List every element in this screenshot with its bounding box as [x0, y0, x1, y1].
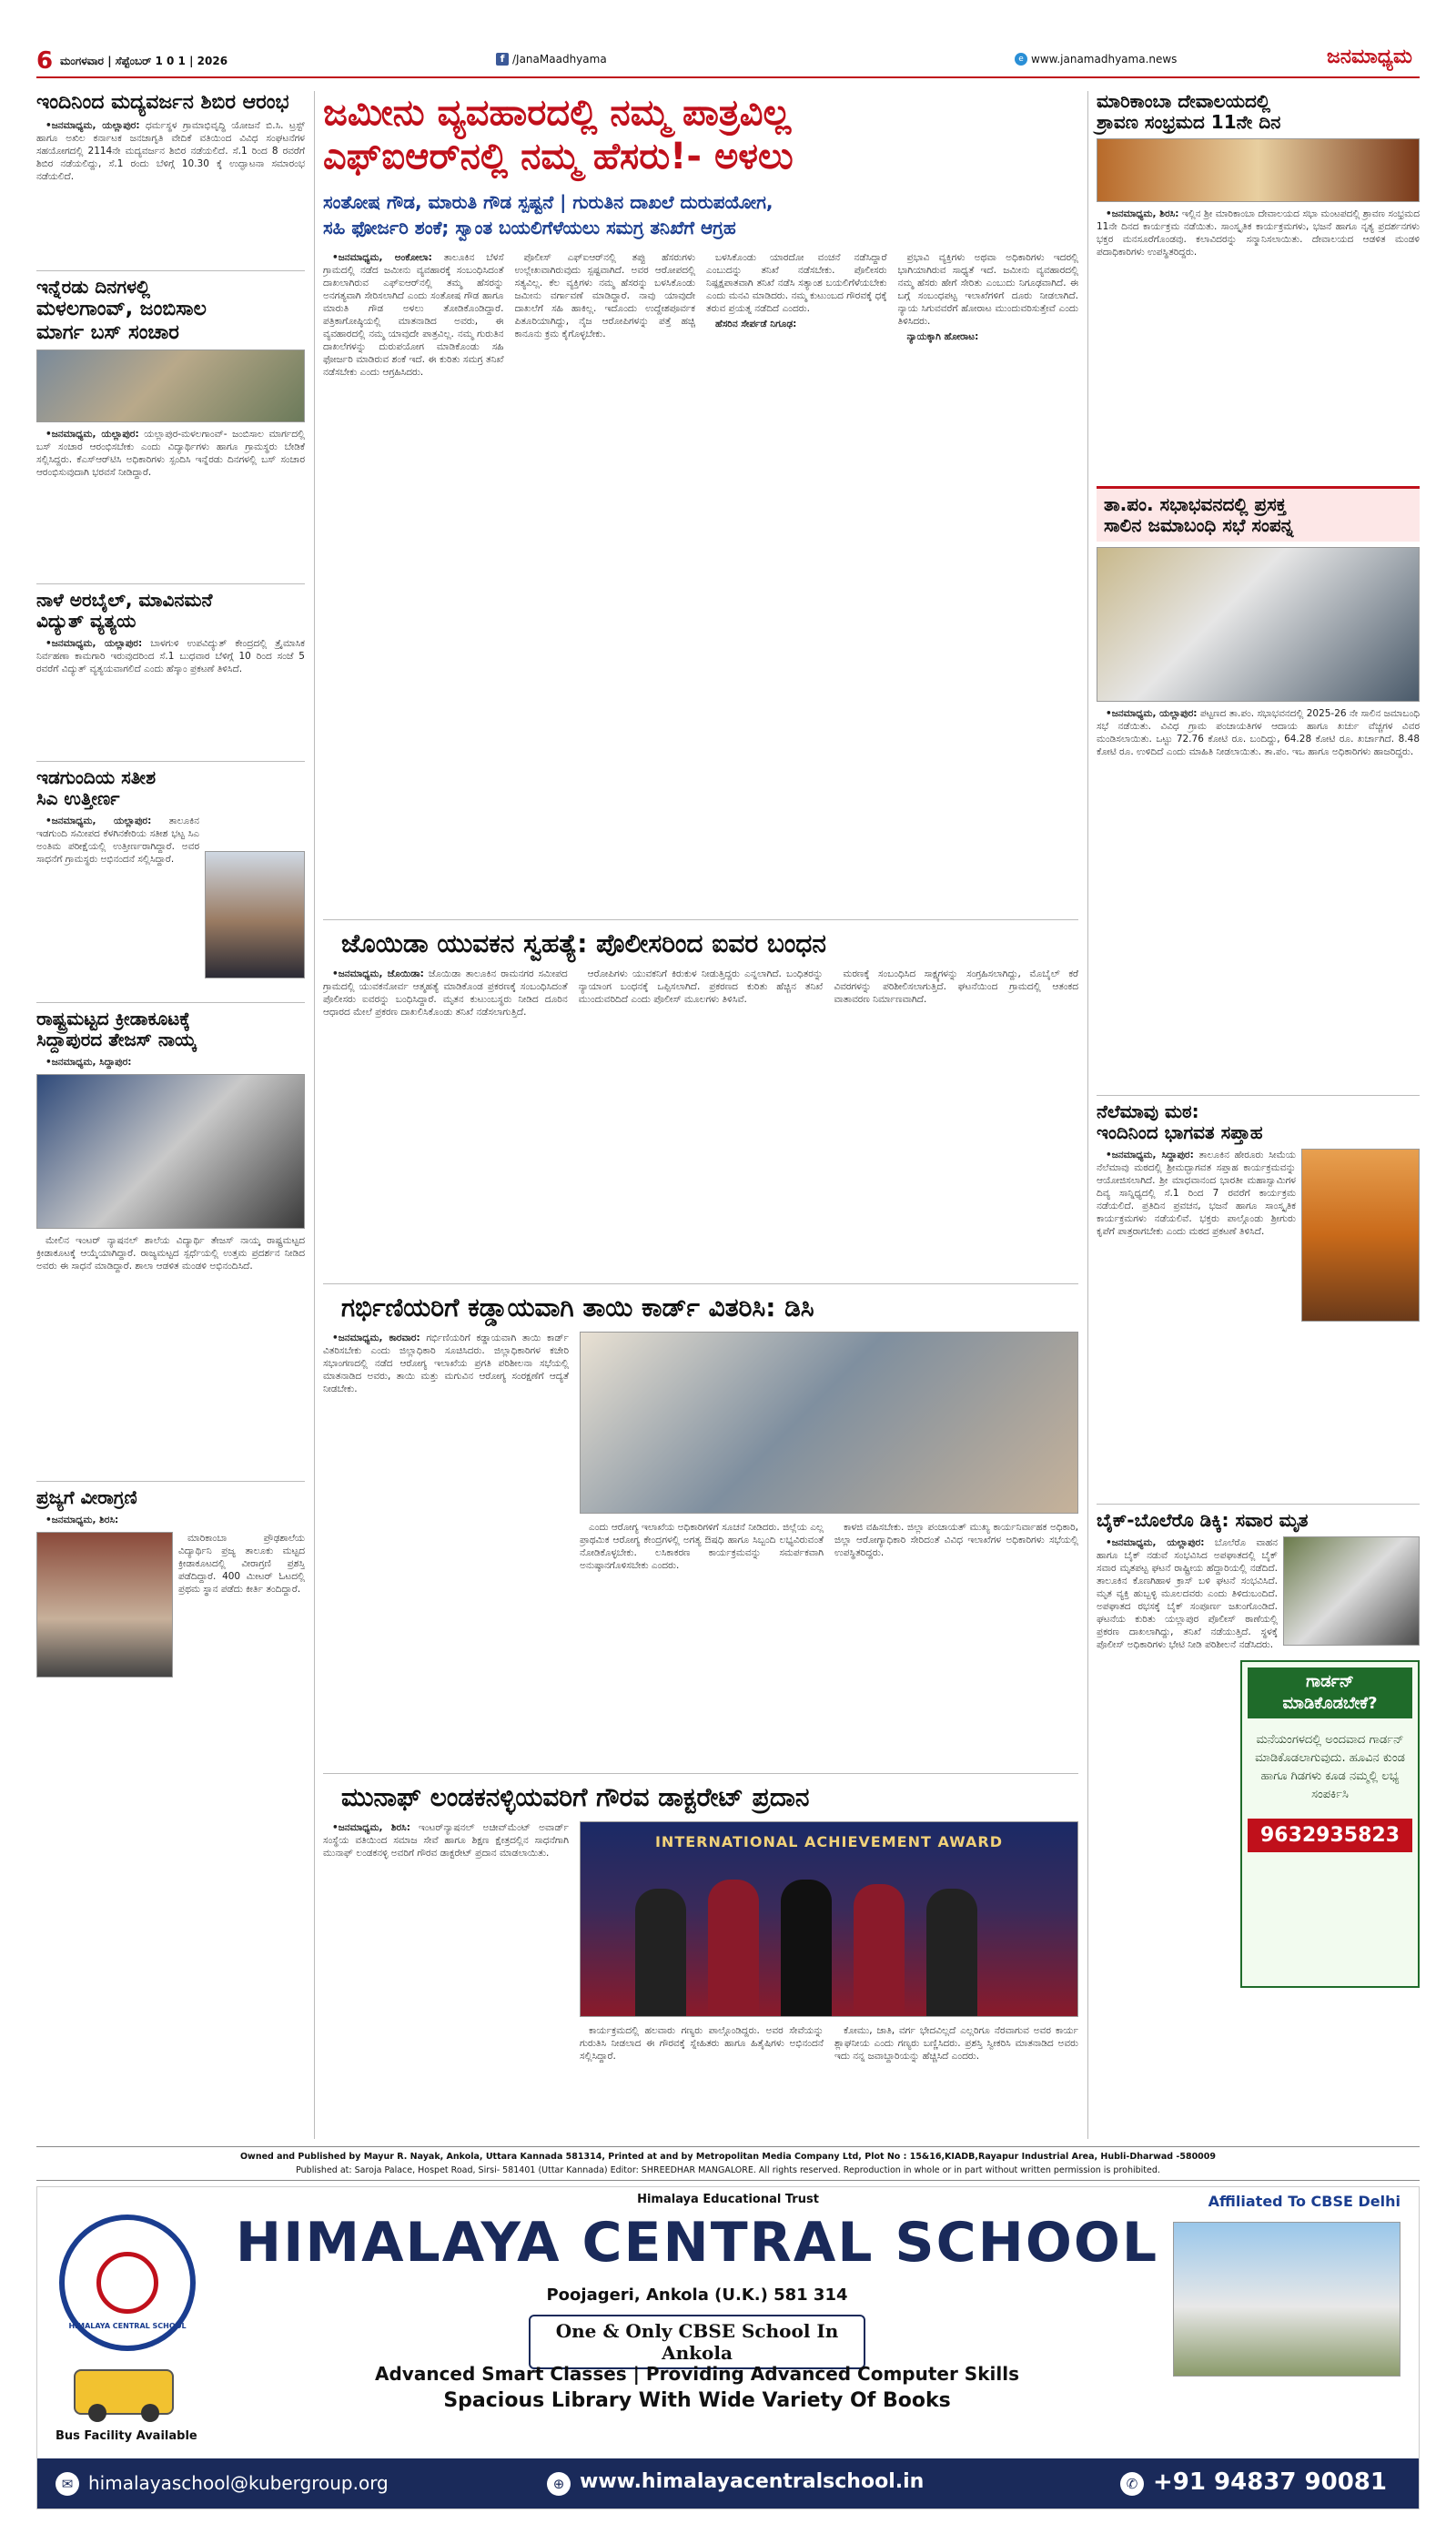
prajya-photo	[36, 1532, 173, 1677]
story-munaf	[323, 1773, 1078, 2137]
website-link[interactable]: www.janamadhyama.news	[1031, 53, 1178, 66]
school-features: Advanced Smart Classes | Providing Advanced Computer Skills Spacious Library With Wide Variety Of Books	[375, 2363, 1019, 2412]
athlete-photo	[36, 1074, 305, 1229]
lead-subhead: ಸಂತೋಷ ಗೌಡ, ಮಾರುತಿ ಗೌಡ ಸ್ಪಷ್ಟನೆ | ಗುರುತಿನ ದಾಖಲೆ ದುರುಪಯೋಗ, ಸಹಿ ಫೋರ್ಜರಿ ಶಂಕೆ; ಸ್ವಾಂತ ಬಯಲಿಗೆಳೆಯಲು ಸಮಗ್ರ ತನಿಖೆಗೆ ಆಗ್ರಹ	[323, 191, 774, 238]
story-joida-col-3: ಮರಣಕ್ಕೆ ಸಂಬಂಧಿಸಿದ ಸಾಕ್ಷ್ಯಗಳನ್ನು ಸಂಗ್ರಹಿಸಲಾಗಿದ್ದು, ಮೊಬೈಲ್ ಕರೆ ವಿವರಗಳನ್ನು ಪರಿಶೀಲಿಸಲಾಗುತ್ತಿದೆ. ಘಟನೆಯಿಂದ ಗ್ರಾಮದಲ್ಲಿ ಆತಂಕದ ವಾತಾವರಣ ನಿರ್ಮಾಣವಾಗಿದೆ.	[834, 968, 1079, 1006]
award-photo	[580, 1821, 1078, 2017]
school-tagline: One & Only CBSE School In Ankola	[529, 2315, 865, 2369]
school-name: HIMALAYA CENTRAL SCHOOL	[235, 2211, 1159, 2275]
story-munaf-col-1: •ಜನಮಾಧ್ಯಮ, ಶಿರಸಿ: ಇಂಟರ್‌ನ್ಯಾಷನಲ್ ಅಚೀವ್‌ಮೆಂಟ್ ಅವಾರ್ಡ್ ಸಂಸ್ಥೆಯ ವತಿಯಿಂದ ಸಮಾಜ ಸೇವೆ ಹಾಗೂ ಶಿಕ್ಷಣ ಕ್ಷೇತ್ರದಲ್ಲಿನ ಸಾಧನೆಗಾಗಿ ಮುನಾಫ್ ಲಂಡಕನಳ್ಳಿ ಅವರಿಗೆ ಗೌರವ ಡಾಕ್ಟರೇಟ್ ಪ್ರದಾನ ಮಾಡಲಾಯಿತು.	[323, 1822, 569, 1860]
swamiji-photo	[1301, 1149, 1420, 1322]
story-munaf-title: ಮುನಾಫ್ ಲಂಡಕನಳ್ಳಿಯವರಿಗೆ ಗೌರವ ಡಾಕ್ಟರೇಟ್ ಪ್ರದಾನ	[341, 1782, 810, 1812]
email-icon: ✉	[56, 2472, 79, 2496]
story-sports-dateline: •ಜನಮಾಧ್ಯಮ, ಸಿದ್ದಾಪುರ:	[46, 1056, 132, 1068]
lead-headline: ಜಮೀನು ವ್ಯವಹಾರದಲ್ಲಿ ನಮ್ಮ ಪಾತ್ರವಿಲ್ಲ ಎಫ್‌ಐಆರ್‌ನಲ್ಲಿ ನಮ್ಮ ಹೆಸರು!- ಅಳಲು	[323, 92, 794, 177]
school-bus-label: Bus Facility Available	[56, 2429, 197, 2443]
story-power-body: •ಜನಮಾಧ್ಯಮ, ಯಲ್ಲಾಪುರ: ಬಾಳಗುಳಿ ಉಪವಿದ್ಯುತ್ ಕೇಂದ್ರದಲ್ಲಿ ತ್ರೈಮಾಸಿಕ ನಿರ್ವಹಣಾ ಕಾಮಗಾರಿ ಇರುವುದರಿಂದ ಸೆ.1 ಬುಧವಾರ ಬೆಳಿಗ್ಗೆ 10 ರಿಂದ ಸಂಜೆ 5 ರವರೆಗೆ ವಿದ್ಯುತ್ ವ್ಯತ್ಯಯವಾಗಲಿದೆ ಎಂದು ಹೆಸ್ಕಾಂ ಪ್ರಕಟಣೆ ತಿಳಿಸಿದೆ.	[36, 637, 305, 674]
garden-ad-phone[interactable]: 9632935823	[1248, 1819, 1412, 1852]
lead-col-3: ಬಳಸಿಕೊಂಡು ಯಾರದೋ ವಂಚನೆ ನಡೆಸಿದ್ದಾರೆ ಎಂಬುದನ್ನು ತನಿಖೆ ನಡೆಸಬೇಕು. ಪೊಲೀಸರು ನಿಷ್ಪಕ್ಷಪಾತವಾಗಿ ತನಿಖೆ ನಡೆಸಿ ಸತ್ಯಾಂಶ ಬಯಲಿಗೆಳೆಯಬೇಕು ಎಂದು ಮನವಿ ಮಾಡಿದರು. ನಮ್ಮ ಕುಟುಂಬದ ಗೌರವಕ್ಕೆ ಧಕ್ಕೆ ತರುವ ಪ್ರಯತ್ನ ನಡೆದಿದೆ ಎಂದರು. ಹೆಸರಿನ ಸೇರ್ಪಡೆ ನಿಗೂಢ:	[706, 252, 887, 329]
story-sports-title: ರಾಷ್ಟ್ರಮಟ್ಟದ ಕ್ರೀಡಾಕೂಟಕ್ಕೆ ಸಿದ್ದಾಪುರದ ತೇಜಸ್ ನಾಯ್ಕ	[36, 1007, 197, 1050]
school-trust: Himalaya Educational Trust	[637, 2193, 819, 2206]
school-phone[interactable]: +91 94837 90081	[1153, 2468, 1387, 2496]
phone-icon: ✆	[1120, 2472, 1144, 2496]
portrait-photo	[205, 851, 305, 978]
story-sports-body: ಮೇಲಿನ ಇಂಟರ್ ನ್ಯಾಷನಲ್ ಶಾಲೆಯ ವಿದ್ಯಾರ್ಥಿ ತೇಜಸ್ ನಾಯ್ಕ ರಾಷ್ಟ್ರಮಟ್ಟದ ಕ್ರೀಡಾಕೂಟಕ್ಕೆ ಆಯ್ಕೆಯಾಗಿದ್ದಾರೆ. ರಾಜ್ಯಮಟ್ಟದ ಸ್ಪರ್ಧೆಯಲ್ಲಿ ಉತ್ತಮ ಪ್ರದರ್ಶನ ನೀಡಿದ ಅವರು ಈ ಸಾಧನೆ ಮಾಡಿದ್ದಾರೆ. ಶಾಲಾ ಆಡಳಿತ ಮಂಡಳಿ ಅಭಿನಂದಿಸಿದೆ.	[36, 1234, 305, 1272]
masthead-logo: ಜನಮಾಧ್ಯಮ	[1327, 46, 1412, 68]
globe-icon-school: ⊕	[547, 2472, 571, 2496]
facebook-icon: f	[496, 53, 509, 66]
right-column	[1097, 91, 1420, 2139]
story-jamabandhi-body: •ಜನಮಾಧ್ಯಮ, ಯಲ್ಲಾಪುರ: ಪಟ್ಟಣದ ತಾ.ಪಂ. ಸಭಾಭವನದಲ್ಲಿ 2025-26 ನೇ ಸಾಲಿನ ಜಮಾಬಂಧಿ ಸಭೆ ನಡೆಯಿತು. ವಿವಿಧ ಗ್ರಾಮ ಪಂಚಾಯತಿಗಳ ಆದಾಯ ಹಾಗೂ ಖರ್ಚು ವೆಚ್ಚಗಳ ವಿವರ ಮಂಡಿಸಲಾಯಿತು. ಒಟ್ಟು 72.76 ಕೋಟಿ ರೂ. ಬಂದಿದ್ದು, 64.28 ಕೋಟಿ ರೂ. ಖರ್ಚಾಗಿದೆ. 8.48 ಕೋಟಿ ರೂ. ಉಳಿದಿದೆ ಎಂದು ಮಾಹಿತಿ ನೀಡಲಾಯಿತು. ತಾ.ಪಂ. ಇಒ ಹಾಗೂ ಅಧಿಕಾರಿಗಳು ಹಾಜರಿದ್ದರು.	[1097, 708, 1420, 757]
globe-icon: e	[1015, 53, 1027, 66]
lead-col-2: ಪೊಲೀಸ್ ಎಫ್‌ಐಆರ್‌ನಲ್ಲಿ ತಪ್ಪು ಹೆಸರುಗಳು ಉಲ್ಲೇಖವಾಗಿರುವುದು ಸ್ಪಷ್ಟವಾಗಿದೆ. ಅವರ ಆರೋಪದಲ್ಲಿ ಸತ್ಯವಿಲ್ಲ. ಕೆಲ ವ್ಯಕ್ತಿಗಳು ನಮ್ಮ ಹೆಸರನ್ನು ಬಳಸಿಕೊಂಡು ಜಮೀನು ವರ್ಗಾವಣೆ ಮಾಡಿದ್ದಾರೆ. ನಾವು ಯಾವುದೇ ದಾಖಲೆಗೆ ಸಹಿ ಹಾಕಿಲ್ಲ. ಇದೊಂದು ಉದ್ದೇಶಪೂರ್ವಕ ಪಿತೂರಿಯಾಗಿದ್ದು, ನೈಜ ಆರೋಪಿಗಳನ್ನು ಪತ್ತೆ ಹಚ್ಚಿ ಕಾನೂನು ಕ್ರಮ ಕೈಗೊಳ್ಳಬೇಕು.	[514, 252, 695, 340]
story-joida-title: ಜೊಯಿಡಾ ಯುವಕನ ಸ್ವಹತ್ಯೆ: ಪೊಲೀಸರಿಂದ ಐವರ ಬಂಧನ	[341, 928, 826, 958]
story-deaddiction-body: •ಜನಮಾಧ್ಯಮ, ಯಲ್ಲಾಪುರ: ಧರ್ಮಸ್ಥಳ ಗ್ರಾಮಾಭಿವೃದ್ಧಿ ಯೋಜನೆ ಬಿ.ಸಿ. ಟ್ರಸ್ಟ್ ಹಾಗೂ ಅಖಿಲ ಕರ್ನಾಟಕ ಜನಜಾಗೃತಿ ವೇದಿಕೆ ವತಿಯಿಂದ ವಿವಿಧ ಸಂಘಟನೆಗಳ ಸಹಯೋಗದಲ್ಲಿ 2114ನೇ ಮದ್ಯವರ್ಜನ ಶಿಬಿರ ನಡೆಯಲಿದೆ. ಸೆ.1 ರಿಂದ 8 ರವರೆಗೆ ಶಿಬಿರ ನಡೆಯಲಿದ್ದು, ಸೆ.1 ರಂದು ಬೆಳಿಗ್ಗೆ 10.30 ಕ್ಕೆ ಉದ್ಘಾಟನಾ ಸಮಾರಂಭ ನಡೆಯಲಿದೆ.	[36, 120, 305, 183]
story-tayi-col-2: ಎಂದು ಆರೋಗ್ಯ ಇಲಾಖೆಯ ಅಧಿಕಾರಿಗಳಿಗೆ ಸೂಚನೆ ನೀಡಿದರು. ಜಿಲ್ಲೆಯ ಎಲ್ಲ ಪ್ರಾಥಮಿಕ ಆರೋಗ್ಯ ಕೇಂದ್ರಗಳಲ್ಲಿ ಅಗತ್ಯ ಔಷಧಿ ಹಾಗೂ ಸಿಬ್ಬಂದಿ ಲಭ್ಯವಿರುವಂತೆ ನೋಡಿಕೊಳ್ಳಬೇಕು. ಲಸಿಕಾಕರಣ ಕಾರ್ಯಕ್ರಮವನ್ನು ಸಮರ್ಪಕವಾಗಿ ಅನುಷ್ಠಾನಗೊಳಿಸಬೇಕು ಎಂದರು.	[580, 1522, 824, 1572]
story-jamabandhi-header: ತಾ.ಪಂ. ಸಭಾಭವನದಲ್ಲಿ ಪ್ರಸಕ್ತ ಸಾಲಿನ ಜಮಾಬಂಧಿ ಸಭೆ ಸಂಪನ್ನ	[1097, 486, 1420, 542]
story-tayi-col-3: ಕಾಳಜಿ ವಹಿಸಬೇಕು. ಜಿಲ್ಲಾ ಪಂಚಾಯತ್ ಮುಖ್ಯ ಕಾರ್ಯನಿರ್ವಾಹಕ ಅಧಿಕಾರಿ, ಜಿಲ್ಲಾ ಆರೋಗ್ಯಾಧಿಕಾರಿ ಸೇರಿದಂತೆ ವಿವಿಧ ಇಲಾಖೆಗಳ ಅಧಿಕಾರಿಗಳು ಸಭೆಯಲ್ಲಿ ಉಪಸ್ಥಿತರಿದ್ದರು.	[834, 1522, 1078, 1559]
story-tayi-title: ಗರ್ಭಿಣಿಯರಿಗೆ ಕಡ್ಡಾಯವಾಗಿ ತಾಯಿ ಕಾರ್ಡ್ ವಿತರಿಸಿ: ಡಿಸಿ	[341, 1292, 814, 1323]
story-ca-body: •ಜನಮಾಧ್ಯಮ, ಯಲ್ಲಾಪುರ: ತಾಲೂಕಿನ ಇಡಗುಂದಿ ಸಮೀಪದ ಕೆಳಗಿನಕೇರಿಯ ಸತೀಶ ಭಟ್ಟ ಸಿಎ ಅಂತಿಮ ಪರೀಕ್ಷೆಯಲ್ಲಿ ಉತ್ತೀರ್ಣರಾಗಿದ್ದಾರೆ. ಅವರ ಸಾಧನೆಗೆ ಗ್ರಾಮಸ್ಥರು ಅಭಿನಂದನೆ ಸಲ್ಲಿಸಿದ್ದಾರೆ.	[36, 815, 199, 865]
date-line: ಮಂಗಳವಾರ | ಸೆಪ್ಟೆಂಬರ್ 1 0 1 | 2026	[60, 55, 228, 67]
award-banner-text: INTERNATIONAL ACHIEVEMENT AWARD	[654, 1833, 1004, 1851]
story-joida-col-1: •ಜನಮಾಧ್ಯಮ, ಜೊಯಿಡಾ: ಜೊಯಿಡಾ ತಾಲೂಕಿನ ರಾಮನಗರ ಸಮೀಪದ ಗ್ರಾಮದಲ್ಲಿ ಯುವಕನೋರ್ವ ಆತ್ಮಹತ್ಯೆ ಮಾಡಿಕೊಂಡ ಪ್ರಕರಣಕ್ಕೆ ಸಂಬಂಧಿಸಿದಂತೆ ಪೊಲೀಸರು ಐವರನ್ನು ಬಂಧಿಸಿದ್ದಾರೆ. ಮೃತನ ಕುಟುಂಬಸ್ಥರು ನೀಡಿದ ದೂರಿನ ಆಧಾರದ ಮೇಲೆ ಪ್ರಕರಣ ದಾಖಲಿಸಿಕೊಂಡು ತನಿಖೆ ನಡೆಸಲಾಗುತ್ತಿದೆ.	[323, 968, 568, 1019]
school-logo: HIMALAYA CENTRAL SCHOOL	[59, 2215, 196, 2351]
school-email[interactable]: himalayaschool@kubergroup.org	[88, 2472, 389, 2494]
story-marikamba-body: •ಜನಮಾಧ್ಯಮ, ಶಿರಸಿ: ಇಲ್ಲಿನ ಶ್ರೀ ಮಾರಿಕಾಂಬಾ ದೇವಾಲಯದ ಸಭಾ ಮಂಟಪದಲ್ಲಿ ಶ್ರಾವಣ ಸಂಭ್ರಮದ 11ನೇ ದಿನದ ಕಾರ್ಯಕ್ರಮ ನಡೆಯಿತು. ಸಾಂಸ್ಕೃತಿಕ ಕಾರ್ಯಕ್ರಮಗಳು, ಭಜನೆ ಹಾಗೂ ನೃತ್ಯ ಪ್ರದರ್ಶನಗಳು ಭಕ್ತರ ಮನಸೂರೆಗೊಂಡವು. ಕಲಾವಿದರನ್ನು ಸನ್ಮಾನಿಸಲಾಯಿತು. ದೇವಾಲಯದ ಆಡಳಿತ ಮಂಡಳಿ ಪದಾಧಿಕಾರಿಗಳು ಉಪಸ್ಥಿತರಿದ್ದರು.	[1097, 208, 1420, 258]
school-bus-icon	[74, 2369, 174, 2415]
jamabandhi-photo	[1097, 547, 1420, 702]
story-bus-body: •ಜನಮಾಧ್ಯಮ, ಯಲ್ಲಾಪುರ: ಯಲ್ಲಾಪುರ-ಮಳಲಗಾಂವ್- ಜಂಬಿಸಾಲ ಮಾರ್ಗದಲ್ಲಿ ಬಸ್ ಸಂಚಾರ ಆರಂಭಿಸಬೇಕು ಎಂದು ವಿದ್ಯಾರ್ಥಿಗಳು ಹಾಗೂ ಗ್ರಾಮಸ್ಥರು ಬೇಡಿಕೆ ಸಲ್ಲಿಸಿದ್ದರು. ಕೆಎಸ್‌ಆರ್‌ಟಿಸಿ ಅಧಿಕಾರಿಗಳು ಸ್ಪಂದಿಸಿ ಇನ್ನೆರಡು ದಿನಗಳಲ್ಲಿ ಬಸ್ ಸಂಚಾರ ಆರಂಭಿಸುವುದಾಗಿ ಭರವಸೆ ನೀಡಿದ್ದಾರೆ.	[36, 428, 305, 478]
page-header	[36, 44, 1420, 78]
story-accident-body-cont	[1097, 1660, 1233, 1997]
school-ad[interactable]	[36, 2186, 1420, 2509]
story-power-title: ನಾಳೆ ಅರಬೈಲ್, ಮಾವಿನಮನೆ ವಿದ್ಯುತ್ ವ್ಯತ್ಯಯ	[36, 588, 213, 632]
story-joida-col-2: ಆರೋಪಿಗಳು ಯುವಕನಿಗೆ ಕಿರುಕುಳ ನೀಡುತ್ತಿದ್ದರು ಎನ್ನಲಾಗಿದೆ. ಬಂಧಿತರನ್ನು ನ್ಯಾಯಾಂಗ ಬಂಧನಕ್ಕೆ ಒಪ್ಪಿಸಲಾಗಿದೆ. ಪ್ರಕರಣದ ಕುರಿತು ಹೆಚ್ಚಿನ ತನಿಖೆ ಮುಂದುವರಿದಿದೆ ಎಂದು ಪೊಲೀಸ್ ಮೂಲಗಳು ತಿಳಿಸಿವೆ.	[578, 968, 824, 1006]
left-column	[36, 91, 305, 2139]
lead-col-4: ಪ್ರಭಾವಿ ವ್ಯಕ್ತಿಗಳು ಅಥವಾ ಅಧಿಕಾರಿಗಳು ಇದರಲ್ಲಿ ಭಾಗಿಯಾಗಿರುವ ಸಾಧ್ಯತೆ ಇದೆ. ಜಮೀನು ವ್ಯವಹಾರದಲ್ಲಿ ನಮ್ಮ ಹೆಸರು ಹೇಗೆ ಸೇರಿತು ಎಂಬುದು ನಿಗೂಢವಾಗಿದೆ. ಈ ಬಗ್ಗೆ ಸಂಬಂಧಪಟ್ಟ ಇಲಾಖೆಗಳಿಗೆ ದೂರು ನೀಡಲಾಗಿದೆ. ನ್ಯಾಯ ಸಿಗುವವರೆಗೆ ಹೋರಾಟ ಮುಂದುವರಿಸುತ್ತೇವೆ ಎಂದು ತಿಳಿಸಿದರು. ನ್ಯಾಯಕ್ಕಾಗಿ ಹೋರಾಟ:	[897, 252, 1078, 342]
story-nelemavu-title: ನೆಲೆಮಾವು ಮಠ: ಇಂದಿನಿಂದ ಭಾಗವತ ಸಪ್ತಾಹ	[1097, 1100, 1263, 1143]
story-nelemavu-body-bottom	[1097, 1334, 1420, 1498]
story-accident-title: ಬೈಕ್-ಬೊಲೆರೊ ಡಿಕ್ಕಿ: ಸವಾರ ಮೃತ	[1097, 1509, 1309, 1531]
garden-ad-body: ಮನೆಯಂಗಳದಲ್ಲಿ ಅಂದವಾದ ಗಾರ್ಡನ್ ಮಾಡಿಕೊಡಲಾಗುವುದು. ಹೂವಿನ ಕುಂಡ ಹಾಗೂ ಗಿಡಗಳು ಕೂಡ ನಮ್ಮಲ್ಲಿ ಲಭ್ಯ ಸಂಪರ್ಕಿಸಿ	[1255, 1733, 1405, 1801]
story-marikamba-title: ಮಾರಿಕಾಂಬಾ ದೇವಾಲಯದಲ್ಲಿ ಶ್ರಾವಣ ಸಂಭ್ರಮದ 11ನೇ ದಿನ	[1097, 90, 1281, 133]
garden-ad-title: ಗಾರ್ಡನ್ ಮಾಡಿಕೊಡಬೇಕೆ?	[1248, 1667, 1412, 1718]
story-tayi-card	[323, 1283, 1078, 1766]
story-munaf-col-3: ಕೋಮು, ಜಾತಿ, ವರ್ಗ ಭೇದವಿಲ್ಲದೆ ಎಲ್ಲರಿಗೂ ನೆರವಾಗುವ ಅವರ ಕಾರ್ಯ ಶ್ಲಾಘನೀಯ ಎಂದು ಗಣ್ಯರು ಬಣ್ಣಿಸಿದರು. ಪ್ರಶಸ್ತಿ ಸ್ವೀಕರಿಸಿ ಮಾತನಾಡಿದ ಅವರು ಇದು ನನ್ನ ಜವಾಬ್ದಾರಿಯನ್ನು ಹೆಚ್ಚಿಸಿದೆ ಎಂದರು.	[834, 2025, 1078, 2063]
story-munaf-col-2: ಕಾರ್ಯಕ್ರಮದಲ್ಲಿ ಹಲವಾರು ಗಣ್ಯರು ಪಾಲ್ಗೊಂಡಿದ್ದರು. ಅವರ ಸೇವೆಯನ್ನು ಗುರುತಿಸಿ ನೀಡಲಾದ ಈ ಗೌರವಕ್ಕೆ ಸ್ನೇಹಿತರು ಹಾಗೂ ಹಿತೈಷಿಗಳು ಅಭಿನಂದನೆ ಸಲ್ಲಿಸಿದ್ದಾರೆ.	[580, 2025, 824, 2063]
story-prajya-body: ಮಾರಿಕಾಂಬಾ ಪ್ರೌಢಶಾಲೆಯ ವಿದ್ಯಾರ್ಥಿನಿ ಪ್ರಜ್ಯ ತಾಲೂಕು ಮಟ್ಟದ ಕ್ರೀಡಾಕೂಟದಲ್ಲಿ ವೀರಾಗ್ರಣಿ ಪ್ರಶಸ್ತಿ ಪಡೆದಿದ್ದಾರೆ. 400 ಮೀಟರ್ ಓಟದಲ್ಲಿ ಪ್ರಥಮ ಸ್ಥಾನ ಪಡೆದು ಕೀರ್ತಿ ತಂದಿದ್ದಾರೆ.	[178, 1532, 305, 1595]
meeting-photo	[580, 1332, 1078, 1514]
story-deaddiction-title: ಇಂದಿನಿಂದ ಮದ್ಯವರ್ಜನ ಶಿಬಿರ ಆರಂಭ	[36, 91, 289, 114]
story-prajya-dateline: •ಜನಮಾಧ್ಯಮ, ಶಿರಸಿ:	[46, 1514, 119, 1525]
story-accident-body: •ಜನಮಾಧ್ಯಮ, ಯಲ್ಲಾಪುರ: ಬೊಲೆರೊ ವಾಹನ ಹಾಗೂ ಬೈಕ್ ನಡುವೆ ಸಂಭವಿಸಿದ ಅಪಘಾತದಲ್ಲಿ ಬೈಕ್ ಸವಾರ ಮೃತಪಟ್ಟ ಘಟನೆ ರಾಷ್ಟ್ರೀಯ ಹೆದ್ದಾರಿಯಲ್ಲಿ ನಡೆದಿದೆ. ತಾಲೂಕಿನ ಕೊಣಗಿಹಾಳ ಕ್ರಾಸ್ ಬಳಿ ಘಟನೆ ಸಂಭವಿಸಿದೆ. ಮೃತ ವ್ಯಕ್ತಿ ಹುಬ್ಬಳ್ಳಿ ಮೂಲದವರು ಎಂದು ತಿಳಿದುಬಂದಿದೆ. ಅಪಘಾತದ ರಭಸಕ್ಕೆ ಬೈಕ್ ಸಂಪೂರ್ಣ ಜಖಂಗೊಂಡಿದೆ. ಘಟನೆಯ ಕುರಿತು ಯಲ್ಲಾಪುರ ಪೊಲೀಸ್ ಠಾಣೆಯಲ್ಲಿ ಪ್ರಕರಣ ದಾಖಲಾಗಿದ್ದು, ತನಿಖೆ ನಡೆಯುತ್ತಿದೆ. ಸ್ಥಳಕ್ಕೆ ಪೊಲೀಸ್ ಅಧಿಕಾರಿಗಳು ಭೇಟಿ ನೀಡಿ ಪರಿಶೀಲನೆ ನಡೆಸಿದರು.	[1097, 1537, 1278, 1650]
garden-ad[interactable]	[1240, 1660, 1420, 1988]
school-contact-bar	[37, 2458, 1419, 2509]
story-ca-title: ಇಡಗುಂದಿಯ ಸತೀಶ ಸಿಎ ಉತ್ತೀರ್ಣ	[36, 765, 157, 809]
accident-photo	[1283, 1536, 1420, 1646]
imprint: Owned and Published by Mayur R. Nayak, Ankola, Uttara Kannada 581314, Printed at and by Metropolitan Media Company Ltd, Plot No : 15&16,KIADB,Rayapur Industrial Area, Hubli-Dharwad -580009 Published at: Saroja Palace, Hospet Road, Sirsi- 581401 (Uttar Kannada) Editor: SHREEDHAR MANGALORE. All rights reserved. Reproduction in whole or in part without written permission is prohibited.	[36, 2146, 1420, 2181]
story-bus-title: ಇನ್ನೆರಡು ದಿನಗಳಲ್ಲಿ ಮಳಲಗಾಂವ್, ಜಂಬಿಸಾಲ ಮಾರ್ಗ ಬಸ್ ಸಂಚಾರ	[36, 276, 207, 344]
school-affiliation: Affiliated To CBSE Delhi	[1208, 2193, 1400, 2210]
story-tayi-col-1: •ಜನಮಾಧ್ಯಮ, ಕಾರವಾರ: ಗರ್ಭಿಣಿಯರಿಗೆ ಕಡ್ಡಾಯವಾಗಿ ತಾಯಿ ಕಾರ್ಡ್ ವಿತರಿಸಬೇಕು ಎಂದು ಜಿಲ್ಲಾಧಿಕಾರಿ ಸೂಚಿಸಿದರು. ಜಿಲ್ಲಾಧಿಕಾರಿಗಳ ಕಚೇರಿ ಸಭಾಂಗಣದಲ್ಲಿ ನಡೆದ ಆರೋಗ್ಯ ಇಲಾಖೆಯ ಪ್ರಗತಿ ಪರಿಶೀಲನಾ ಸಭೆಯಲ್ಲಿ ಮಾತನಾಡಿದ ಅವರು, ತಾಯಿ ಮತ್ತು ಮಗುವಿನ ಆರೋಗ್ಯ ಸಂರಕ್ಷಣೆಗೆ ಆದ್ಯತೆ ನೀಡಬೇಕು.	[323, 1333, 569, 1395]
page-number: 6	[36, 47, 54, 75]
story-joida	[323, 919, 1078, 1279]
lead-story	[323, 91, 1078, 910]
school-address: Poojageri, Ankola (U.K.) 581 314	[546, 2286, 848, 2305]
story-nelemavu-body-top: •ಜನಮಾಧ್ಯಮ, ಸಿದ್ದಾಪುರ: ತಾಲೂಕಿನ ಹೇರೂರು ಸೀಮೆಯ ನೆಲೆಮಾವು ಮಠದಲ್ಲಿ ಶ್ರೀಮದ್ಭಾಗವತ ಸಪ್ತಾಹ ಕಾರ್ಯಕ್ರಮವನ್ನು ಆಯೋಜಿಸಲಾಗಿದೆ. ಶ್ರೀ ಮಾಧವಾನಂದ ಭಾರತೀ ಮಹಾಸ್ವಾಮಿಗಳ ದಿವ್ಯ ಸಾನ್ನಿಧ್ಯದಲ್ಲಿ ಸೆ.1 ರಿಂದ 7 ರವರೆಗೆ ಕಾರ್ಯಕ್ರಮ ನಡೆಯಲಿದೆ. ಪ್ರತಿದಿನ ಪ್ರವಚನ, ಭಜನೆ ಹಾಗೂ ಸಾಂಸ್ಕೃತಿಕ ಕಾರ್ಯಕ್ರಮಗಳು ನಡೆಯಲಿವೆ. ಭಕ್ತರು ಪಾಲ್ಗೊಂಡು ಶ್ರೀಗುರು ಕೃಪೆಗೆ ಪಾತ್ರರಾಗಬೇಕು ಎಂದು ಮಠದ ಪ್ರಕಟಣೆ ತಿಳಿಸಿದೆ.	[1097, 1150, 1296, 1237]
lead-col-1: •ಜನಮಾಧ್ಯಮ, ಅಂಕೋಲಾ: ತಾಲೂಕಿನ ಬೆಳಸೆ ಗ್ರಾಮದಲ್ಲಿ ನಡೆದ ಜಮೀನು ವ್ಯವಹಾರಕ್ಕೆ ಸಂಬಂಧಿಸಿದಂತೆ ದಾಖಲಾಗಿರುವ ಎಫ್‌ಐಆರ್‌ನಲ್ಲಿ ತಮ್ಮ ಹೆಸರನ್ನು ಅನಗತ್ಯವಾಗಿ ಸೇರಿಸಲಾಗಿದೆ ಎಂದು ಸಂತೋಷ ಗೌಡ ಹಾಗೂ ಮಾರುತಿ ಗೌಡ ಅಳಲು ತೋಡಿಕೊಂಡಿದ್ದಾರೆ. ಪತ್ರಿಕಾಗೋಷ್ಠಿಯಲ್ಲಿ ಮಾತನಾಡಿದ ಅವರು, ಈ ವ್ಯವಹಾರದಲ್ಲಿ ನಮ್ಮ ಯಾವುದೇ ಪಾತ್ರವಿಲ್ಲ. ನಮ್ಮ ಗುರುತಿನ ದಾಖಲೆಗಳನ್ನು ದುರುಪಯೋಗ ಮಾಡಿಕೊಂಡು ಸಹಿ ಫೋರ್ಜರಿ ಮಾಡಿರುವ ಶಂಕೆ ಇದೆ. ಈ ಕುರಿತು ಸಮಗ್ರ ತನಿಖೆ ನಡೆಸಬೇಕು ಎಂದು ಆಗ್ರಹಿಸಿದರು.	[323, 252, 504, 378]
facebook-handle[interactable]: /JanaMaadhyama	[512, 53, 607, 66]
temple-event-photo	[1097, 138, 1420, 202]
bus-photo	[36, 350, 305, 422]
school-building-photo	[1173, 2222, 1400, 2377]
story-prajya-title: ಪ್ರಜ್ಯಗೆ ವೀರಾಗ್ರಣಿ	[36, 1485, 137, 1508]
school-web[interactable]: www.himalayacentralschool.in	[580, 2470, 925, 2493]
